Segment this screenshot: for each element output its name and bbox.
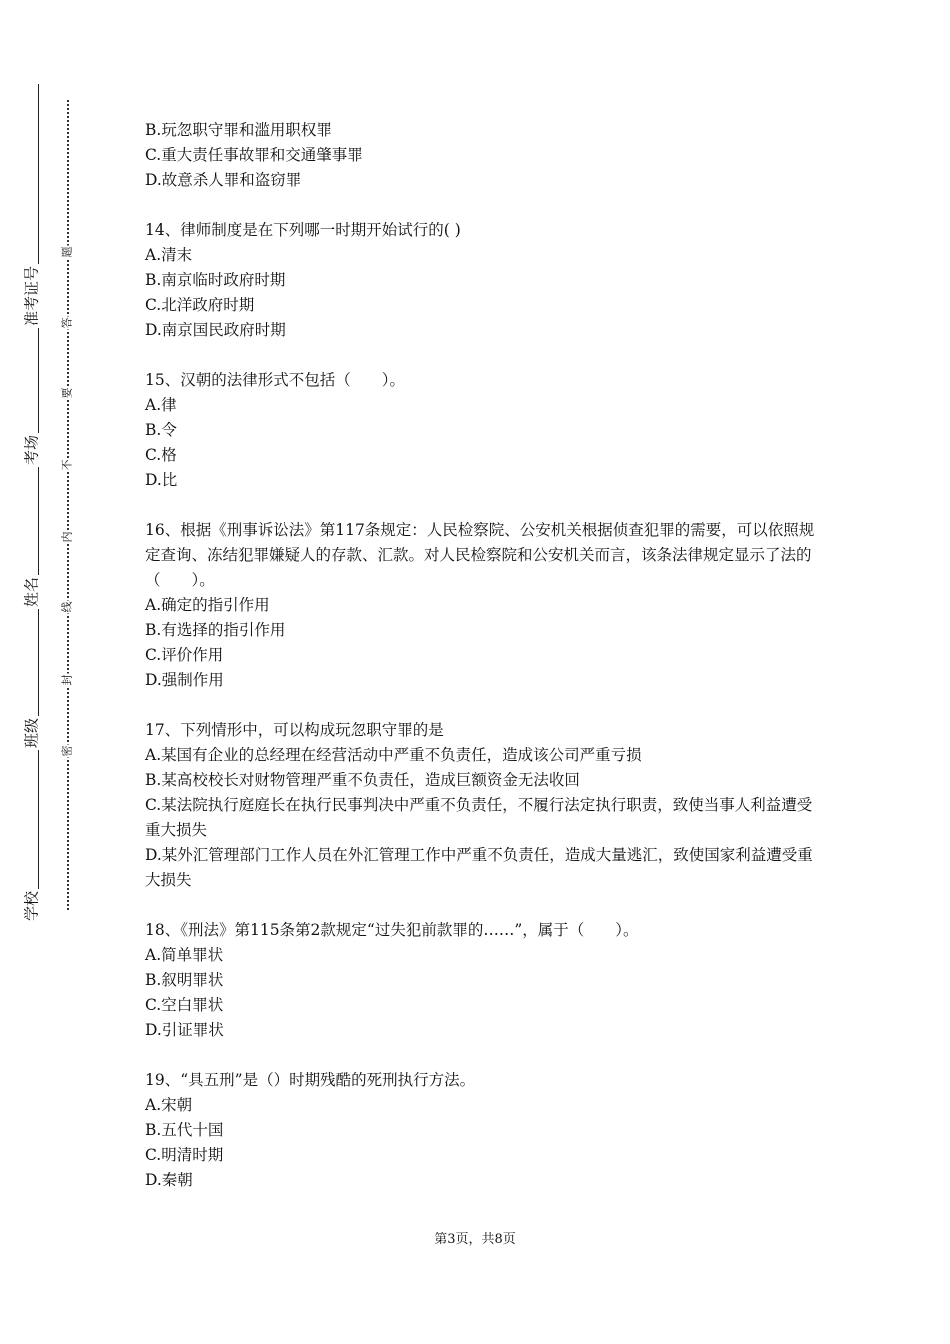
option-c: C.格	[145, 446, 177, 464]
option-d: D.强制作用	[145, 671, 224, 689]
option-d: D.秦朝	[145, 1171, 193, 1189]
option-c: C.明清时期	[145, 1146, 224, 1164]
question-stem: 15、汉朝的法律形式不包括（ ）。	[145, 371, 405, 389]
question-13-continued	[145, 118, 815, 193]
seal-char-2: 答	[60, 317, 74, 329]
page-number: 第3页，共8页	[434, 1232, 516, 1247]
option-d: D.南京国民政府时期	[145, 321, 286, 339]
field-admission-number-label: 准考证号	[22, 265, 41, 327]
option-b: B.南京临时政府时期	[145, 271, 286, 289]
option-d: D.比	[145, 471, 178, 489]
seal-char-8: 密	[60, 745, 74, 757]
question-list	[145, 118, 815, 1218]
option-d: D.故意杀人罪和盗窃罪	[145, 171, 302, 189]
option-a: A.律	[145, 396, 177, 414]
field-name-label: 姓名	[22, 576, 41, 608]
option-c: C.评价作用	[145, 646, 224, 664]
option-b: B.某高校校长对财物管理严重不负责任，造成巨额资金无法收回	[145, 771, 580, 789]
option-a: A.清末	[145, 246, 193, 264]
option-b: B.五代十国	[145, 1121, 224, 1139]
seal-char-5: 内	[60, 531, 74, 543]
option-c: C.北洋政府时期	[145, 296, 255, 314]
binding-solid-line	[38, 84, 39, 910]
question-15	[145, 368, 815, 493]
seal-char-3: 要	[60, 387, 74, 399]
seal-char-1: 题	[60, 246, 74, 258]
question-14	[145, 218, 815, 343]
question-18	[145, 918, 815, 1043]
option-b: B.令	[145, 421, 177, 439]
option-a: A.宋朝	[145, 1096, 193, 1114]
binding-dotted-line	[67, 100, 69, 910]
option-b: B.有选择的指引作用	[145, 621, 286, 639]
question-stem: 18、《刑法》第115条第2款规定“过失犯前款罪的……”，属于（ ）。	[145, 921, 639, 939]
option-c: C.某法院执行庭庭长在执行民事判决中严重不负责任，不履行法定执行职责，致使当事人利益遭受重大损失	[145, 796, 813, 839]
option-b: B.叙明罪状	[145, 971, 224, 989]
field-school-label: 学校	[22, 890, 41, 922]
question-19	[145, 1068, 815, 1193]
question-stem: 17、下列情形中，可以构成玩忽职守罪的是	[145, 721, 444, 739]
question-stem: 14、律师制度是在下列哪一时期开始试行的( )	[145, 221, 461, 239]
question-stem: 19、“具五刑”是（）时期残酷的死刑执行方法。	[145, 1071, 476, 1089]
seal-char-7: 封	[60, 674, 74, 686]
option-a: A.简单罪状	[145, 946, 224, 964]
option-c: C.空白罪状	[145, 996, 224, 1014]
option-d: D.引证罪状	[145, 1021, 224, 1039]
field-exam-room-label: 考场	[22, 434, 41, 466]
seal-char-4: 不	[60, 459, 74, 471]
option-a: A.某国有企业的总经理在经营活动中严重不负责任，造成该公司严重亏损	[145, 746, 642, 764]
option-b: B.玩忽职守罪和滥用职权罪	[145, 121, 332, 139]
seal-char-6: 线	[60, 601, 74, 613]
option-a: A.确定的指引作用	[145, 596, 270, 614]
question-17	[145, 718, 815, 893]
field-class-label: 班级	[22, 717, 41, 749]
question-stem: 16、根据《刑事诉讼法》第117条规定：人民检察院、公安机关根据侦查犯罪的需要，可以依照规定查询、冻结犯罪嫌疑人的存款、汇款。对人民检察院和公安机关而言，该条法律规定显示了法的（ ）。	[145, 521, 815, 589]
question-16	[145, 518, 815, 693]
option-d: D.某外汇管理部门工作人员在外汇管理工作中严重不负责任，造成大量逃汇，致使国家利益遭受重大损失	[145, 846, 813, 889]
option-c: C.重大责任事故罪和交通肇事罪	[145, 146, 363, 164]
